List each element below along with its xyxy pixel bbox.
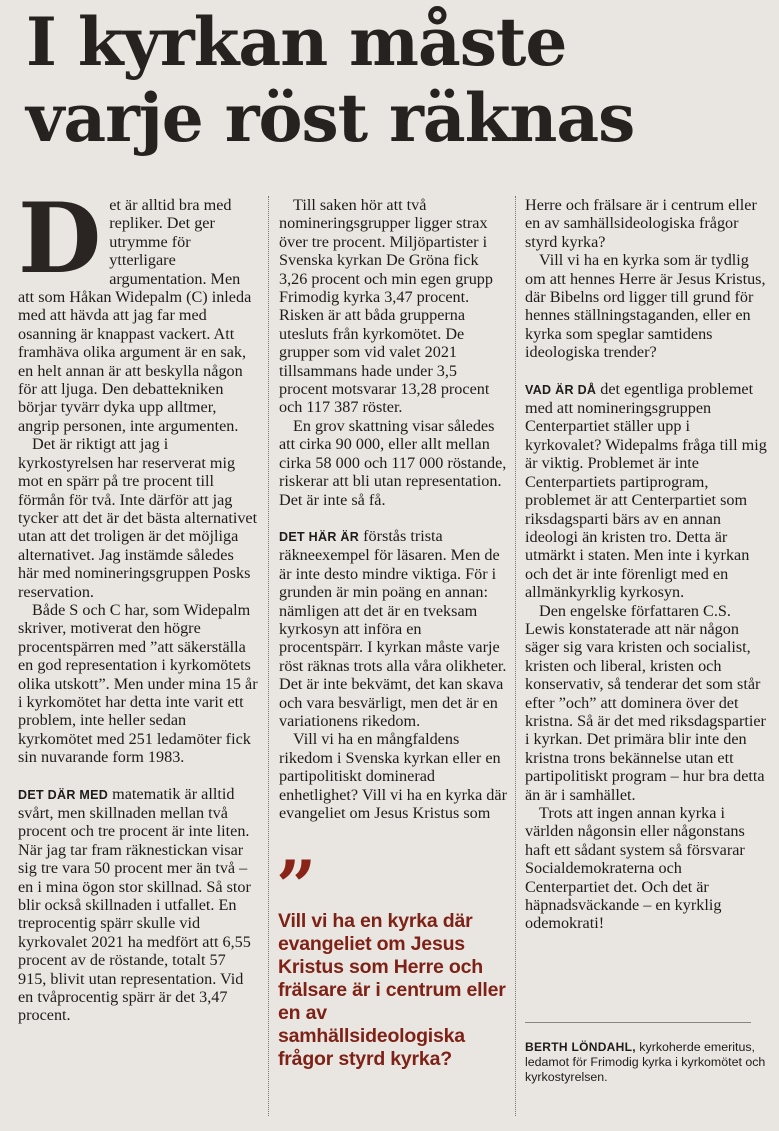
column-2	[279, 196, 507, 822]
headline-line-2: varje röst räknas	[26, 79, 635, 157]
headline	[26, 4, 766, 156]
paragraph: Herre och frälsare är i centrum eller en av samhällsideologiska frågor styrd kyrka?	[525, 196, 757, 251]
paragraph: En grov skattning visar således att cirka 90 000, eller allt mellan cirka 58 000 och 117 000 röstande, riskerar att bli utan representation. Det är inte så få.	[279, 416, 507, 509]
paragraph-text: et är alltid bra med repliker. Det ger utrymme för ytterligare argumentation. Men att som Håkan Widepalm (C) inleda med att hävda att jag far med osanning är knappast vackert. Att framhäva olika argument är en sak, en helt annan är att beskylla någon för att ljuga. Den debattekniken börjar tyvärr dyka upp alltmer, angrip personen, inte argumenten.	[18, 196, 252, 435]
pull-quote	[272, 845, 508, 1071]
pull-quote-text: Vill vi ha en kyrka där evangeliet om Jesus Kristus som Herre och frälsare är i centrum eller en av samhällsideologiska frågor styrd kyrka?	[278, 910, 506, 1070]
paragraph: Trots att ingen annan kyrka i världen någonsin eller någonstans haft ett sådant system så försvarar Socialdemokraterna och Centerpartiet det. Och det är häpnadsväckande – en kyrklig odemokrati!	[525, 804, 745, 933]
paragraph: Till saken hör att två nomineringsgrupper ligger strax över tre procent. Miljöpartister i Svenska kyrkan De Gröna fick 3,26 procent och min egen grupp Frimodig kyrka 3,47 procent. Risken är att båda grupperna utesluts från kyrkomötet. De grupper som vid valet 2021 tillsammans hade under 3,5 procent motsvarar 13,28 procent och 117 387 röster.	[279, 196, 493, 417]
paragraph-lead: VAD ÄR DÅ	[525, 382, 597, 397]
column-rule	[515, 196, 516, 1116]
paragraph: Både S och C har, som Widepalm skriver, motiverat den högre procentspärren med ”att säkerställa en god representation i kyrkomötets olika utskott”. Men under mina 15 år i kyrkomötet har detta inte varit ett problem, inte heller sedan kyrkomötet med 251 ledamöter fick sin nuvarande form 1983.	[18, 600, 258, 767]
paragraph: Den engelske författaren C.S. Lewis konstaterade att när någon säger sig vara kristen och socialist, kristen och liberal, kristen och konservativ, så tenderar det som står efter ”och” att dominera över det kristna. Så är det med riksdagspartier i kyrkan. Det primära blir inte den kristna trons bekännelse utan ett partipolitiskt program – hur bra detta än är i samhället.	[525, 601, 766, 804]
author-description: kyrkoherde emeritus, ledamot för Frimodig kyrka i kyrkomötet och kyrkostyrelsen.	[525, 1040, 766, 1084]
drop-cap: D	[18, 182, 102, 295]
paragraph: Vill vi ha en kyrka som är tydlig om att hennes Herre är Jesus Kristus, där Bibelns ord ligger till grund för hennes ställningstaganden, eller en kyrka som speglar samtidens ideologiska trender?	[525, 251, 766, 362]
column-1	[18, 182, 258, 1025]
paragraph: Vill vi ha en mångfaldens rikedom i Svenska kyrkan eller en partipolitiskt dominerad enhetlighet? Vill vi ha en kyrka där evangeliet om Jesus Kristus som	[279, 730, 507, 822]
paragraph	[525, 380, 769, 602]
paragraph	[18, 182, 258, 435]
paragraph	[279, 527, 507, 730]
paragraph-text: det egentliga problemet med att nomineringsgruppen Centerpartiet ställer upp i kyrkovalet? Widepalms fråga till mig är viktig. Problemet är inte Centerpartiets partiprogram, problemet är att Centerpartiet som riksdagsparti bärs av en annan ideologi än kristen tro. Detta är utmärkt i staten. Men inte i kyrkan och det är inte förenligt med en allmänkyrklig kyrkosyn.	[525, 379, 767, 602]
byline-divider	[525, 1022, 751, 1023]
author-name: BERTH LÖNDAHL,	[525, 1040, 636, 1054]
paragraph-text: förstås trista räkneexempel för läsaren. Men de är inte desto mindre viktiga. För i grunden är min poäng en annan: nämligen att det är en tveksam kyrkosyn att införa en procentspärr. I kyrkan måste varje röst räknas trots alla våra olikheter. Det är inte bekvämt, det kan skava och vara besvärligt, men det är en variationens rikedom.	[279, 526, 507, 730]
paragraph: Det är riktigt att jag i kyrkostyrelsen har reserverat mig mot en spärr på tre procent till förmån för två. Inte därför att jag tycker att det är det bästa alternativet utan att det troligen är det möjliga alternativet. Jag instämde således här med nomineringsgruppen Posks reservation.	[18, 435, 258, 601]
column-3	[525, 196, 769, 933]
byline	[525, 1040, 769, 1085]
paragraph	[18, 785, 258, 1025]
headline-line-1: I kyrkan måste	[26, 3, 567, 81]
paragraph-lead: DET HÄR ÄR	[279, 529, 360, 544]
quote-mark-icon: ”	[276, 845, 317, 928]
column-rule	[268, 196, 269, 1116]
paragraph-text: matematik är alltid svårt, men skillnaden mellan två procent och tre procent är inte liten. När jag tar fram räknestickan visar sig tre vara 50 procent mer än två – en i mina ögon stor skillnad. Så stor blir också skillnaden i utfallet. En treprocentig spärr skulle vid kyrkovalet 2021 ha medfört att 6,55 procent av de röstande, totalt 57 915, blivit utan representation. Vid en tvåprocentig spärr är det 3,47 procent.	[18, 784, 251, 1025]
paragraph-lead: DET DÄR MED	[18, 787, 109, 802]
